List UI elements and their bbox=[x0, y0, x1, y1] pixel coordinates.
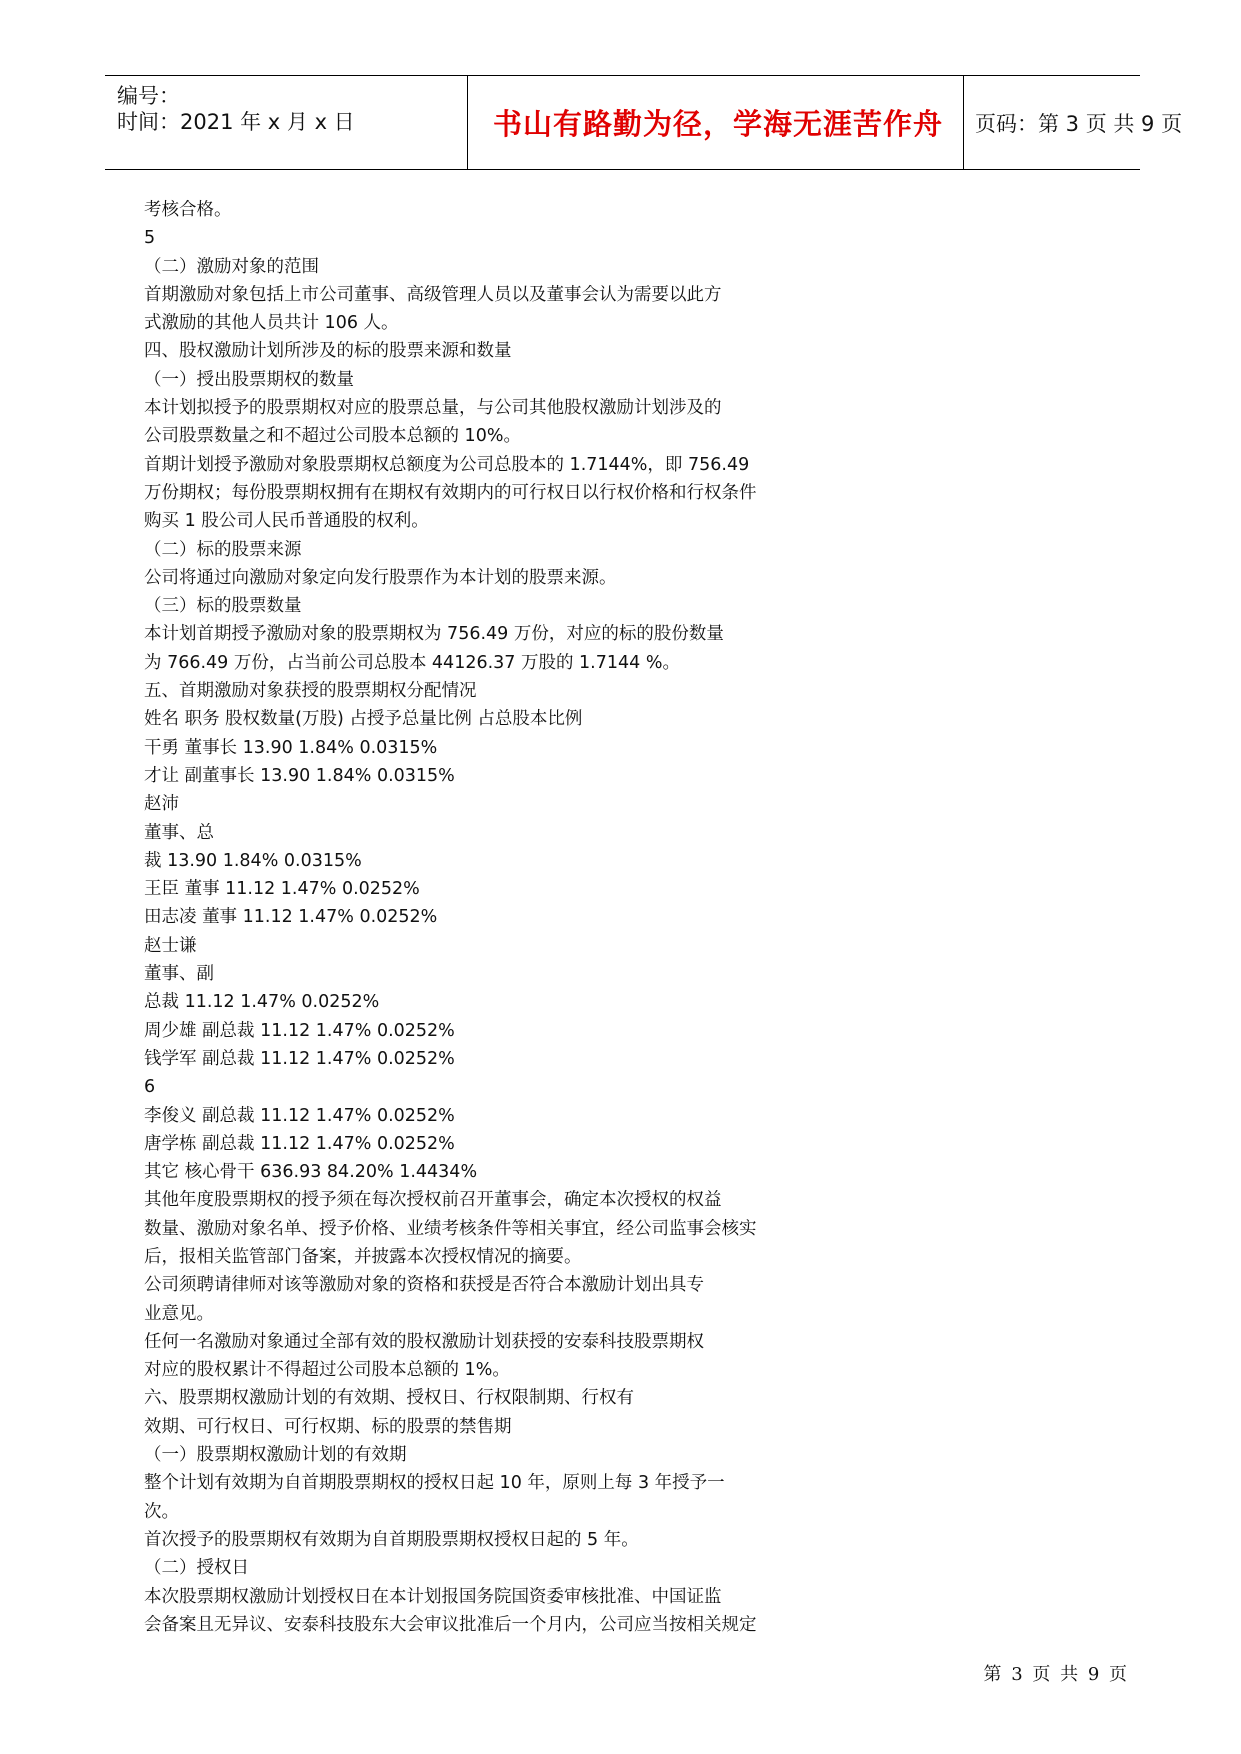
body-line: 数量、激励对象名单、授予价格、业绩考核条件等相关事宜，经公司监事会核实 bbox=[144, 1218, 757, 1239]
body-line: 李俊义 副总裁 11.12 1.47% 0.0252% bbox=[144, 1105, 455, 1126]
body-line: 本计划拟授予的股票期权对应的股票总量，与公司其他股权激励计划涉及的 bbox=[144, 398, 722, 419]
body-line: （二）授权日 bbox=[144, 1558, 249, 1579]
body-line: 本计划首期授予激励对象的股票期权为 756.49 万份，对应的标的股份数量 bbox=[144, 624, 724, 645]
body-line: 公司须聘请律师对该等激励对象的资格和获授是否符合本激励计划出具专 bbox=[144, 1275, 704, 1296]
body-line: 式激励的其他人员共计 106 人。 bbox=[144, 313, 399, 334]
body-line: 六、股票期权激励计划的有效期、授权日、行权限制期、行权有 bbox=[144, 1388, 634, 1409]
body-line: 董事、总 bbox=[144, 822, 214, 843]
body-line: 赵士谦 bbox=[144, 935, 197, 956]
body-line: 四、股权激励计划所涉及的标的股票来源和数量 bbox=[144, 341, 512, 362]
body-line: 总裁 11.12 1.47% 0.0252% bbox=[144, 992, 380, 1013]
body-line: 才让 副董事长 13.90 1.84% 0.0315% bbox=[144, 765, 455, 786]
body-line: 首期激励对象包括上市公司董事、高级管理人员以及董事会认为需要以此方 bbox=[144, 284, 722, 305]
body-line: 唐学栋 副总裁 11.12 1.47% 0.0252% bbox=[144, 1133, 455, 1154]
page-footer: 第 3 页 共 9 页 bbox=[983, 1664, 1129, 1685]
body-line: 6 bbox=[144, 1077, 156, 1098]
body-line: 次。 bbox=[144, 1501, 179, 1522]
body-line: 干勇 董事长 13.90 1.84% 0.0315% bbox=[144, 737, 438, 758]
body-line: 裁 13.90 1.84% 0.0315% bbox=[144, 850, 362, 871]
body-line: 公司将通过向激励对象定向发行股票作为本计划的股票来源。 bbox=[144, 567, 617, 588]
body-line: 周少雄 副总裁 11.12 1.47% 0.0252% bbox=[144, 1020, 455, 1041]
body-line: 5 bbox=[144, 228, 156, 249]
body-line: 会备案且无异议、安泰科技股东大会审议批准后一个月内，公司应当按相关规定 bbox=[144, 1614, 757, 1635]
body-line: 购买 1 股公司人民币普通股的权利。 bbox=[144, 511, 429, 532]
body-line: （一）股票期权激励计划的有效期 bbox=[144, 1445, 407, 1466]
body-line: 首次授予的股票期权有效期为自首期股票期权授权日起的 5 年。 bbox=[144, 1529, 639, 1550]
body-line: 赵沛 bbox=[144, 794, 179, 815]
body-line: 业意见。 bbox=[144, 1303, 214, 1324]
body-line: 为 766.49 万份，占当前公司总股本 44126.37 万股的 1.7144 %。 bbox=[144, 652, 680, 673]
header-divider bbox=[467, 76, 468, 169]
document-time-label: 时间：2021 年 x 月 x 日 bbox=[117, 110, 355, 134]
body-line: 任何一名激励对象通过全部有效的股权激励计划获授的安泰科技股票期权 bbox=[144, 1331, 704, 1352]
body-line: 效期、可行权日、可行权期、标的股票的禁售期 bbox=[144, 1416, 512, 1437]
header-meta bbox=[117, 76, 467, 169]
body-line: （二）激励对象的范围 bbox=[144, 256, 319, 277]
body-line: 董事、副 bbox=[144, 964, 214, 985]
body-line: （三）标的股票数量 bbox=[144, 596, 302, 617]
body-line: 对应的股权累计不得超过公司股本总额的 1%。 bbox=[144, 1360, 510, 1381]
body-line: （一）授出股票期权的数量 bbox=[144, 369, 354, 390]
page-header bbox=[105, 75, 1183, 170]
header-motto: 书山有路勤为径，学海无涯苦作舟 bbox=[492, 107, 943, 141]
body-line: 本次股票期权激励计划授权日在本计划报国务院国资委审核批准、中国证监 bbox=[144, 1586, 722, 1607]
body-line: 考核合格。 bbox=[144, 200, 232, 220]
body-line: 后，报相关监管部门备案，并披露本次授权情况的摘要。 bbox=[144, 1246, 582, 1267]
document-number-label: 编号： bbox=[117, 84, 180, 108]
body-line: 其他年度股票期权的授予须在每次授权前召开董事会，确定本次授权的权益 bbox=[144, 1190, 722, 1211]
body-line: 其它 核心骨干 636.93 84.20% 1.4434% bbox=[144, 1162, 478, 1183]
body-line: 田志凌 董事 11.12 1.47% 0.0252% bbox=[144, 907, 438, 928]
body-line: 钱学军 副总裁 11.12 1.47% 0.0252% bbox=[144, 1048, 455, 1069]
header-page-info: 页码：第 3 页 共 9 页 bbox=[975, 111, 1183, 136]
body-line: 王臣 董事 11.12 1.47% 0.0252% bbox=[144, 879, 420, 900]
document-body bbox=[144, 196, 844, 1639]
body-line: 万份期权；每份股票期权拥有在期权有效期内的可行权日以行权价格和行权条件 bbox=[144, 482, 757, 503]
body-line: 整个计划有效期为自首期股票期权的授权日起 10 年，原则上每 3 年授予一 bbox=[144, 1473, 725, 1494]
body-line: 首期计划授予激励对象股票期权总额度为公司总股本的 1.7144%，即 756.49 bbox=[144, 454, 750, 475]
body-line: 姓名 职务 股权数量(万股) 占授予总量比例 占总股本比例 bbox=[144, 709, 583, 730]
header-divider bbox=[963, 76, 964, 169]
body-line: 公司股票数量之和不超过公司股本总额的 10%。 bbox=[144, 426, 521, 447]
body-line: （二）标的股票来源 bbox=[144, 539, 302, 560]
body-line: 五、首期激励对象获授的股票期权分配情况 bbox=[144, 681, 477, 702]
